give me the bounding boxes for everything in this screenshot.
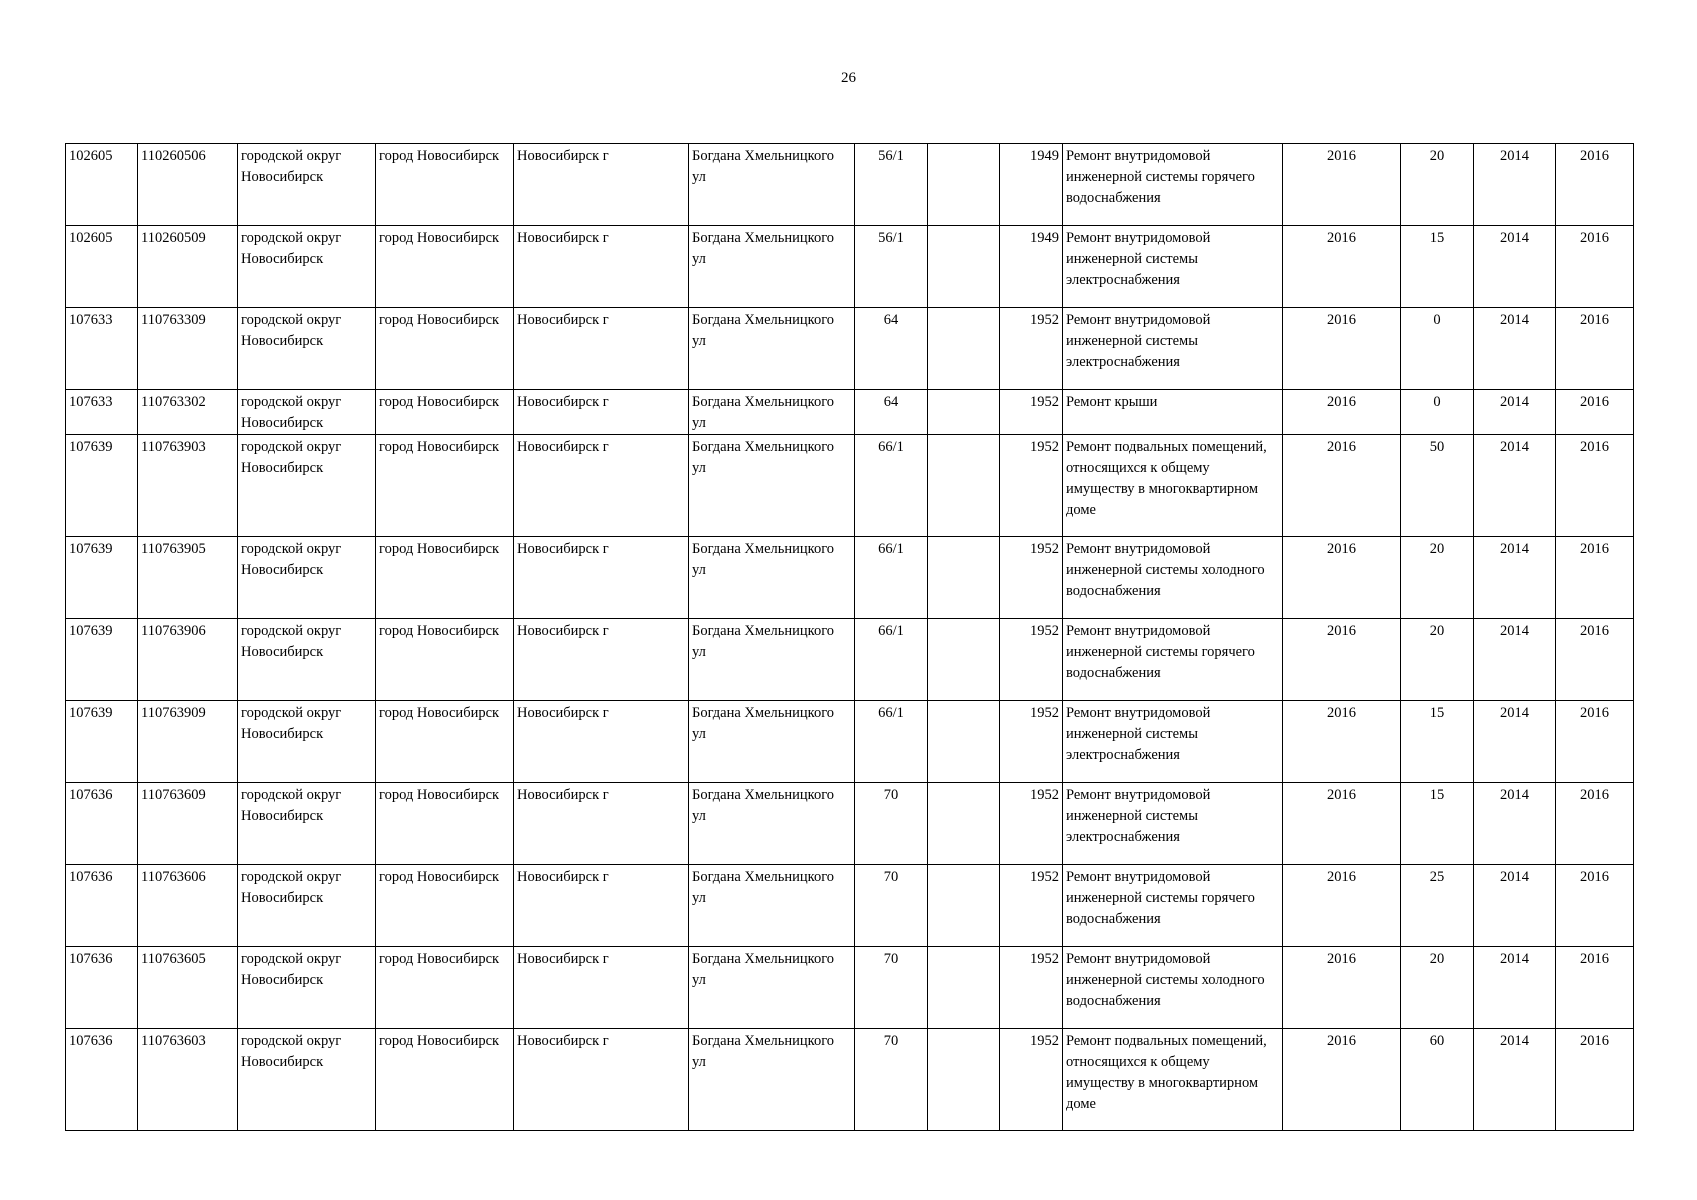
cell-period-start: 2014: [1474, 537, 1556, 619]
cell-planned-year: 2016: [1283, 1029, 1401, 1131]
cell-house-id: 107636: [66, 783, 138, 865]
cell-municipality: городской округ Новосибирск: [238, 435, 376, 537]
cell-wear-percent: 0: [1401, 390, 1474, 435]
cell-planned-year: 2016: [1283, 537, 1401, 619]
table-row: [66, 308, 1634, 390]
cell-work-type: Ремонт внутридомовой инженерной системы электроснабжения: [1063, 701, 1283, 783]
cell-street: Богдана Хмельницкого ул: [689, 390, 855, 435]
cell-street: Богдана Хмельницкого ул: [689, 144, 855, 226]
cell-building: [928, 947, 1000, 1029]
cell-planned-year: 2016: [1283, 783, 1401, 865]
cell-building: [928, 701, 1000, 783]
cell-locality: Новосибирск г: [514, 865, 689, 947]
cell-record-id: 110763603: [138, 1029, 238, 1131]
cell-record-id: 110763605: [138, 947, 238, 1029]
cell-period-end: 2016: [1556, 390, 1634, 435]
cell-period-end: 2016: [1556, 701, 1634, 783]
cell-settlement: город Новосибирск: [376, 783, 514, 865]
cell-record-id: 110763905: [138, 537, 238, 619]
cell-municipality: городской округ Новосибирск: [238, 865, 376, 947]
cell-building: [928, 783, 1000, 865]
cell-building: [928, 308, 1000, 390]
cell-house-number: 70: [855, 947, 928, 1029]
cell-work-type: Ремонт внутридомовой инженерной системы холодного водоснабжения: [1063, 537, 1283, 619]
cell-house-id: 107636: [66, 947, 138, 1029]
cell-build-year: 1952: [1000, 1029, 1063, 1131]
cell-municipality: городской округ Новосибирск: [238, 619, 376, 701]
cell-municipality: городской округ Новосибирск: [238, 783, 376, 865]
cell-settlement: город Новосибирск: [376, 1029, 514, 1131]
table-row: [66, 390, 1634, 435]
cell-wear-percent: 15: [1401, 226, 1474, 308]
cell-period-start: 2014: [1474, 435, 1556, 537]
table-row: [66, 701, 1634, 783]
cell-period-end: 2016: [1556, 783, 1634, 865]
cell-house-number: 64: [855, 390, 928, 435]
cell-house-number: 70: [855, 865, 928, 947]
cell-work-type: Ремонт внутридомовой инженерной системы горячего водоснабжения: [1063, 865, 1283, 947]
cell-street: Богдана Хмельницкого ул: [689, 1029, 855, 1131]
cell-settlement: город Новосибирск: [376, 435, 514, 537]
cell-record-id: 110763609: [138, 783, 238, 865]
cell-house-id: 107633: [66, 308, 138, 390]
cell-municipality: городской округ Новосибирск: [238, 947, 376, 1029]
cell-planned-year: 2016: [1283, 390, 1401, 435]
cell-street: Богдана Хмельницкого ул: [689, 308, 855, 390]
cell-house-id: 102605: [66, 144, 138, 226]
cell-wear-percent: 20: [1401, 619, 1474, 701]
cell-period-start: 2014: [1474, 701, 1556, 783]
cell-building: [928, 865, 1000, 947]
cell-planned-year: 2016: [1283, 144, 1401, 226]
cell-work-type: Ремонт крыши: [1063, 390, 1283, 435]
cell-municipality: городской округ Новосибирск: [238, 390, 376, 435]
table-row: [66, 783, 1634, 865]
cell-house-id: 107639: [66, 619, 138, 701]
cell-building: [928, 144, 1000, 226]
cell-planned-year: 2016: [1283, 865, 1401, 947]
cell-settlement: город Новосибирск: [376, 701, 514, 783]
cell-period-end: 2016: [1556, 226, 1634, 308]
cell-work-type: Ремонт внутридомовой инженерной системы горячего водоснабжения: [1063, 144, 1283, 226]
cell-house-number: 56/1: [855, 144, 928, 226]
cell-period-start: 2014: [1474, 947, 1556, 1029]
cell-locality: Новосибирск г: [514, 226, 689, 308]
cell-planned-year: 2016: [1283, 226, 1401, 308]
cell-record-id: 110763909: [138, 701, 238, 783]
cell-municipality: городской округ Новосибирск: [238, 144, 376, 226]
cell-build-year: 1952: [1000, 537, 1063, 619]
cell-house-id: 107639: [66, 435, 138, 537]
cell-wear-percent: 25: [1401, 865, 1474, 947]
cell-locality: Новосибирск г: [514, 308, 689, 390]
cell-record-id: 110763302: [138, 390, 238, 435]
cell-street: Богдана Хмельницкого ул: [689, 435, 855, 537]
cell-wear-percent: 20: [1401, 537, 1474, 619]
table-row: [66, 144, 1634, 226]
cell-settlement: город Новосибирск: [376, 865, 514, 947]
cell-period-end: 2016: [1556, 947, 1634, 1029]
cell-locality: Новосибирск г: [514, 1029, 689, 1131]
cell-locality: Новосибирск г: [514, 619, 689, 701]
cell-build-year: 1949: [1000, 144, 1063, 226]
cell-locality: Новосибирск г: [514, 390, 689, 435]
cell-wear-percent: 0: [1401, 308, 1474, 390]
cell-planned-year: 2016: [1283, 947, 1401, 1029]
cell-settlement: город Новосибирск: [376, 308, 514, 390]
page-number: 26: [841, 70, 856, 86]
cell-settlement: город Новосибирск: [376, 537, 514, 619]
cell-wear-percent: 15: [1401, 701, 1474, 783]
cell-period-end: 2016: [1556, 435, 1634, 537]
cell-building: [928, 1029, 1000, 1131]
cell-house-number: 70: [855, 1029, 928, 1131]
cell-house-number: 66/1: [855, 537, 928, 619]
cell-locality: Новосибирск г: [514, 537, 689, 619]
cell-planned-year: 2016: [1283, 701, 1401, 783]
cell-record-id: 110763906: [138, 619, 238, 701]
cell-build-year: 1952: [1000, 390, 1063, 435]
cell-planned-year: 2016: [1283, 435, 1401, 537]
cell-build-year: 1952: [1000, 701, 1063, 783]
cell-build-year: 1949: [1000, 226, 1063, 308]
cell-period-start: 2014: [1474, 390, 1556, 435]
cell-street: Богдана Хмельницкого ул: [689, 701, 855, 783]
cell-period-start: 2014: [1474, 783, 1556, 865]
table-row: [66, 537, 1634, 619]
cell-period-start: 2014: [1474, 865, 1556, 947]
cell-locality: Новосибирск г: [514, 783, 689, 865]
cell-build-year: 1952: [1000, 435, 1063, 537]
cell-settlement: город Новосибирск: [376, 144, 514, 226]
cell-house-id: 107636: [66, 865, 138, 947]
cell-record-id: 110763903: [138, 435, 238, 537]
cell-settlement: город Новосибирск: [376, 947, 514, 1029]
cell-locality: Новосибирск г: [514, 435, 689, 537]
cell-building: [928, 435, 1000, 537]
cell-work-type: Ремонт подвальных помещений, относящихся к общему имуществу в многоквартирном доме: [1063, 435, 1283, 537]
cell-municipality: городской округ Новосибирск: [238, 537, 376, 619]
cell-period-start: 2014: [1474, 144, 1556, 226]
cell-build-year: 1952: [1000, 865, 1063, 947]
cell-build-year: 1952: [1000, 308, 1063, 390]
cell-house-number: 56/1: [855, 226, 928, 308]
cell-settlement: город Новосибирск: [376, 226, 514, 308]
cell-municipality: городской округ Новосибирск: [238, 1029, 376, 1131]
table-row: [66, 226, 1634, 308]
cell-house-number: 70: [855, 783, 928, 865]
cell-house-id: 107636: [66, 1029, 138, 1131]
table-row: [66, 1029, 1634, 1131]
cell-building: [928, 619, 1000, 701]
table-row: [66, 435, 1634, 537]
cell-period-end: 2016: [1556, 865, 1634, 947]
cell-house-id: 107639: [66, 701, 138, 783]
cell-municipality: городской округ Новосибирск: [238, 701, 376, 783]
cell-building: [928, 226, 1000, 308]
cell-street: Богдана Хмельницкого ул: [689, 226, 855, 308]
cell-street: Богдана Хмельницкого ул: [689, 537, 855, 619]
cell-period-start: 2014: [1474, 1029, 1556, 1131]
cell-period-end: 2016: [1556, 1029, 1634, 1131]
cell-record-id: 110763309: [138, 308, 238, 390]
cell-record-id: 110763606: [138, 865, 238, 947]
table-body: [66, 144, 1634, 1131]
table-row: [66, 865, 1634, 947]
cell-work-type: Ремонт внутридомовой инженерной системы электроснабжения: [1063, 783, 1283, 865]
table-row: [66, 619, 1634, 701]
cell-period-start: 2014: [1474, 226, 1556, 308]
table-row: [66, 947, 1634, 1029]
cell-work-type: Ремонт внутридомовой инженерной системы горячего водоснабжения: [1063, 619, 1283, 701]
cell-settlement: город Новосибирск: [376, 390, 514, 435]
cell-house-number: 66/1: [855, 435, 928, 537]
cell-street: Богдана Хмельницкого ул: [689, 619, 855, 701]
cell-wear-percent: 50: [1401, 435, 1474, 537]
cell-period-end: 2016: [1556, 619, 1634, 701]
cell-municipality: городской округ Новосибирск: [238, 226, 376, 308]
cell-house-number: 66/1: [855, 619, 928, 701]
repair-program-table: [65, 143, 1634, 1131]
cell-period-start: 2014: [1474, 308, 1556, 390]
cell-locality: Новосибирск г: [514, 947, 689, 1029]
cell-build-year: 1952: [1000, 783, 1063, 865]
cell-work-type: Ремонт подвальных помещений, относящихся к общему имуществу в многоквартирном доме: [1063, 1029, 1283, 1131]
cell-planned-year: 2016: [1283, 619, 1401, 701]
cell-work-type: Ремонт внутридомовой инженерной системы холодного водоснабжения: [1063, 947, 1283, 1029]
cell-locality: Новосибирск г: [514, 144, 689, 226]
cell-build-year: 1952: [1000, 947, 1063, 1029]
cell-wear-percent: 20: [1401, 144, 1474, 226]
cell-wear-percent: 15: [1401, 783, 1474, 865]
cell-wear-percent: 60: [1401, 1029, 1474, 1131]
cell-period-end: 2016: [1556, 537, 1634, 619]
cell-period-end: 2016: [1556, 144, 1634, 226]
cell-record-id: 110260506: [138, 144, 238, 226]
cell-building: [928, 537, 1000, 619]
cell-planned-year: 2016: [1283, 308, 1401, 390]
cell-street: Богдана Хмельницкого ул: [689, 783, 855, 865]
cell-municipality: городской округ Новосибирск: [238, 308, 376, 390]
cell-work-type: Ремонт внутридомовой инженерной системы электроснабжения: [1063, 226, 1283, 308]
cell-wear-percent: 20: [1401, 947, 1474, 1029]
cell-record-id: 110260509: [138, 226, 238, 308]
cell-house-number: 64: [855, 308, 928, 390]
cell-locality: Новосибирск г: [514, 701, 689, 783]
cell-building: [928, 390, 1000, 435]
cell-settlement: город Новосибирск: [376, 619, 514, 701]
cell-house-id: 107633: [66, 390, 138, 435]
cell-house-id: 102605: [66, 226, 138, 308]
cell-build-year: 1952: [1000, 619, 1063, 701]
cell-house-id: 107639: [66, 537, 138, 619]
cell-street: Богдана Хмельницкого ул: [689, 865, 855, 947]
cell-work-type: Ремонт внутридомовой инженерной системы электроснабжения: [1063, 308, 1283, 390]
cell-period-start: 2014: [1474, 619, 1556, 701]
cell-house-number: 66/1: [855, 701, 928, 783]
cell-street: Богдана Хмельницкого ул: [689, 947, 855, 1029]
cell-period-end: 2016: [1556, 308, 1634, 390]
